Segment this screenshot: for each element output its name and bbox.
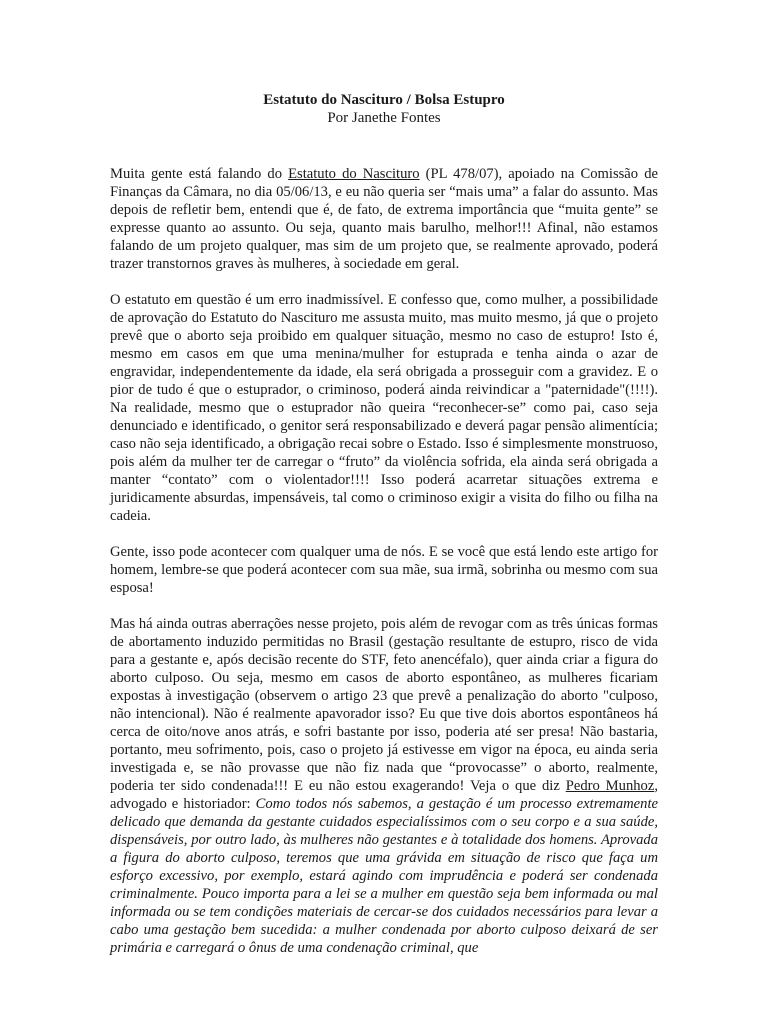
- document-byline: Por Janethe Fontes: [327, 110, 441, 126]
- paragraph-4: [110, 615, 658, 957]
- paragraph-4-text-start: Mas há ainda outras aberrações nesse projeto, pois além de revogar com as três únicas formas de abortamento induzido permitidas no Brasil (gestação resultante de estupro, risco de vida para a gestante e, após decisão recente do STF, feto anencéfalo), quer ainda criar a figura do aborto culposo. Ou seja, mesmo em casos de aborto espontâneo, as mulheres ficariam expostas à investigação (observem o artigo 23 que prevê a penalização do aborto "culposo, não intencional). Não é realmente apavorador isso? Eu que tive dois abortos espontâneos há cerca de oito/nove anos atrás, e sofri bastante por isso, poderia até ser presa! Não bastaria, portanto, meu sofrimento, pois, caso o projeto já estivesse em vigor na época, eu ainda seria investigada e, se não provasse que não fiz nada que “provocasse” o aborto, realmente, poderia ter sido condenada!!! E eu não estou exagerando! Veja o que diz: [110, 616, 658, 794]
- paragraph-4-text-mid: , advogado e historiador:: [110, 778, 658, 812]
- document-page: [110, 91, 658, 975]
- pedro-munhoz-link[interactable]: Pedro Munhoz: [565, 778, 655, 794]
- estatuto-link[interactable]: Estatuto do Nascituro: [288, 166, 420, 182]
- paragraph-1-text-end: (PL 478/07), apoiado na Comissão de Finanças da Câmara, no dia 05/06/13, e eu não queria ser “mais uma” a falar do assunto. Mas depois de refletir bem, entendi que é, de fato, de extrema importância que “muita gente” se expresse quanto ao assunto. Ou seja, quanto mais barulho, melhor!!! Afinal, não estamos falando de um projeto qualquer, mas sim de um projeto que, se realmente aprovado, poderá trazer transtornos graves às mulheres, à sociedade em geral.: [110, 166, 658, 272]
- paragraph-2: O estatuto em questão é um erro inadmissível. E confesso que, como mulher, a possibilidade de aprovação do Estatuto do Nascituro me assusta muito, mas muito mesmo, já que o projeto prevê que o aborto seja proibido em qualquer situação, mesmo no caso de estupro! Isto é, mesmo em casos em que uma menina/mulher for estuprada e tenha ainda o azar de engravidar, independentemente da idade, ela será obrigada a prosseguir com a gravidez. E o pior de tudo é que o estuprador, o criminoso, poderá ainda reivindicar a "paternidade"(!!!!). Na realidade, mesmo que o estuprador não queira “reconhecer-se” como pai, caso seja denunciado e identificado, o genitor será responsabilizado e deverá pagar pensão alimentícia; caso não seja identificado, a obrigação recai sobre o Estado. Isso é simplesmente monstruoso, pois além da mulher ter de carregar o “fruto” da violência sofrida, ela ainda será obrigada a manter “contato” com o violentador!!!! Isso poderá acarretar situações extrema e juridicamente absurdas, impensáveis, tal como o criminoso exigir a visita do filho ou filha na cadeia.: [110, 292, 658, 524]
- paragraph-3: Gente, isso pode acontecer com qualquer uma de nós. E se você que está lendo este artigo for homem, lembre-se que poderá acontecer com sua mãe, sua irmã, sobrinha ou mesmo com sua esposa!: [110, 544, 658, 596]
- paragraph-1-text-start: Muita gente está falando do: [110, 166, 289, 182]
- document-title: Estatuto do Nascituro / Bolsa Estupro: [263, 92, 505, 108]
- munhoz-quote: Como todos nós sabemos, a gestação é um processo extremamente delicado que demanda da gestante cuidados especialíssimos com o seu corpo e a sua saúde, dispensáveis, por outro lado, às mulheres não gestantes e à totalidade dos homens. Aprovada a figura do aborto culposo, teremos que uma grávida em situação de risco que faça um esforço excessivo, por exemplo, estará agindo com imprudência e poderá ser condenada criminalmente. Pouco importa para a lei se a mulher em questão seja bem informada ou mal informada ou se tem condições materiais de cercar-se dos cuidados necessários para levar a cabo uma gestação bem sucedida: a mulher condenada por aborto culposo deixará de ser primária e carregará o ônus de uma condenação criminal, que: [110, 796, 658, 956]
- paragraph-1: [110, 165, 658, 273]
